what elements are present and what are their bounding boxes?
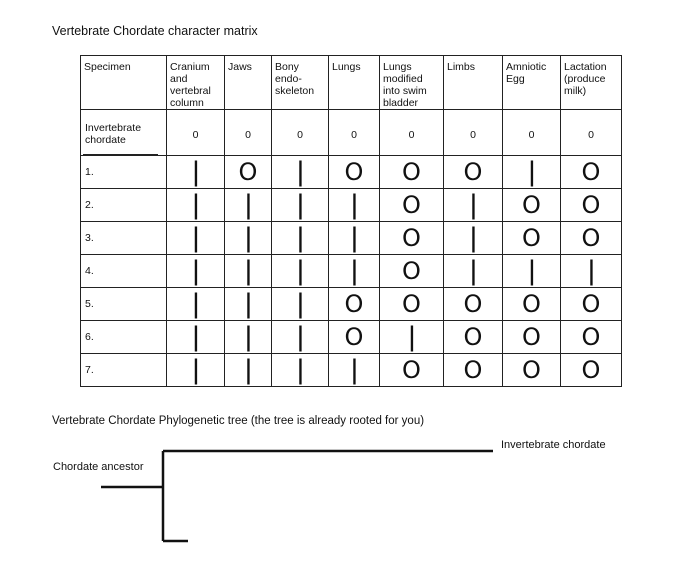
- handwritten-one: |: [526, 157, 537, 187]
- ancestor-state-cell: 0: [503, 110, 561, 156]
- header-cell: Bony endo-skeleton: [272, 56, 329, 110]
- row-label: 4.: [81, 255, 167, 288]
- handwritten-zero: O: [522, 290, 541, 318]
- handwritten-one: |: [349, 223, 359, 253]
- handwritten-one: |: [295, 157, 305, 187]
- handwritten-zero: O: [402, 356, 421, 384]
- handwritten-one: |: [468, 256, 478, 286]
- handwritten-one: |: [243, 256, 253, 286]
- handwritten-one: |: [243, 355, 253, 385]
- handwritten-one: |: [526, 256, 537, 286]
- handwritten-one: |: [243, 289, 253, 319]
- page-title: Vertebrate Chordate character matrix: [52, 24, 258, 38]
- row-label: 6.: [81, 321, 167, 354]
- handwritten-one: |: [243, 223, 253, 253]
- handwritten-one: |: [295, 223, 305, 253]
- handwritten-zero: O: [581, 290, 601, 318]
- header-cell: Lungs modified into swim bladder: [380, 56, 444, 110]
- ancestor-state-cell: 0: [272, 110, 329, 156]
- handwritten-zero: O: [581, 356, 601, 384]
- handwritten-one: |: [190, 190, 201, 220]
- ancestor-state-cell: 0: [561, 110, 622, 156]
- handwritten-one: |: [406, 322, 417, 352]
- row-label: 2.: [81, 189, 167, 222]
- header-cell: Specimen: [81, 56, 167, 110]
- handwritten-zero: O: [463, 356, 483, 384]
- handwritten-zero: O: [522, 356, 541, 384]
- handwritten-one: |: [295, 355, 305, 385]
- handwritten-one: |: [190, 322, 201, 352]
- handwritten-one: |: [349, 355, 359, 385]
- header-cell: Jaws: [225, 56, 272, 110]
- handwritten-one: |: [468, 223, 478, 253]
- header-cell: Lungs: [329, 56, 380, 110]
- handwritten-zero: O: [402, 224, 421, 252]
- handwritten-one: |: [243, 322, 253, 352]
- handwritten-zero: O: [581, 323, 601, 351]
- handwritten-one: |: [349, 190, 359, 220]
- handwritten-zero: O: [581, 191, 601, 219]
- ancestor-state-cell: 0: [225, 110, 272, 156]
- handwritten-one: |: [295, 256, 305, 286]
- handwritten-one: |: [190, 256, 201, 286]
- row-label: 5.: [81, 288, 167, 321]
- ancestor-state-cell: 0: [329, 110, 380, 156]
- handwritten-zero: O: [581, 158, 601, 186]
- ancestor-state-cell: 0: [167, 110, 225, 156]
- handwritten-zero: O: [463, 323, 483, 351]
- handwritten-zero: O: [344, 158, 364, 186]
- handwritten-one: |: [190, 355, 201, 385]
- handwritten-one: |: [190, 289, 201, 319]
- handwritten-zero: O: [238, 158, 258, 186]
- handwritten-one: |: [295, 289, 305, 319]
- handwritten-one: |: [295, 322, 305, 352]
- handwritten-one: |: [586, 256, 596, 286]
- ancestor-state-cell: 0: [444, 110, 503, 156]
- header-cell: Lactation (produce milk): [561, 56, 622, 110]
- handwritten-one: |: [243, 190, 253, 220]
- ancestor-state-cell: 0: [380, 110, 444, 156]
- handwritten-zero: O: [344, 323, 364, 351]
- handwritten-zero: O: [463, 290, 483, 318]
- row-label-text: Invertebrate chordate: [85, 121, 142, 146]
- handwritten-zero: O: [402, 290, 421, 318]
- row-label: 3.: [81, 222, 167, 255]
- handwritten-zero: O: [344, 290, 364, 318]
- handwritten-zero: O: [522, 224, 541, 252]
- handwritten-zero: O: [463, 158, 483, 186]
- handwritten-zero: O: [581, 224, 601, 252]
- tree-title: Vertebrate Chordate Phylogenetic tree (the tree is already rooted for you): [52, 415, 425, 427]
- handwritten-one: |: [295, 190, 305, 220]
- handwritten-zero: O: [402, 158, 421, 186]
- header-cell: Amniotic Egg: [503, 56, 561, 110]
- handwritten-zero: O: [402, 191, 421, 219]
- handwritten-one: |: [468, 190, 478, 220]
- header-cell: Limbs: [444, 56, 503, 110]
- tip-label: Invertebrate chordate: [501, 439, 606, 451]
- handwritten-zero: O: [402, 257, 421, 285]
- root-label: Chordate ancestor: [53, 461, 144, 473]
- row-label: 1.: [81, 156, 167, 189]
- handwritten-zero: O: [522, 191, 541, 219]
- handwritten-zero: O: [522, 323, 541, 351]
- row-label: 7.: [81, 354, 167, 387]
- handwritten-one: |: [349, 256, 359, 286]
- header-cell: Cranium and vertebral column: [167, 56, 225, 110]
- handwritten-one: |: [190, 223, 201, 253]
- handwritten-one: |: [190, 157, 201, 187]
